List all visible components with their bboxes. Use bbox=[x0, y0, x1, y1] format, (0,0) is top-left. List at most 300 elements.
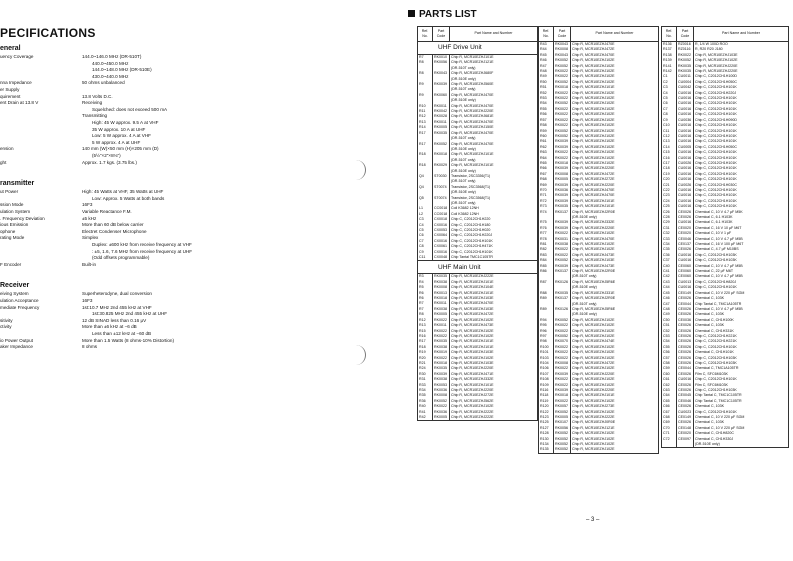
part-name-cell: (DR-510E only) bbox=[450, 98, 538, 103]
part-name-cell: R, 1/4 W 100Ω ROO bbox=[694, 42, 789, 48]
part-name-cell: Chip R, MCR10EZHJ472E bbox=[571, 172, 659, 177]
ref-no-cell: R65 bbox=[539, 161, 554, 166]
ref-no-cell: R100 bbox=[539, 345, 554, 350]
spec-value: ±5 kHz bbox=[82, 215, 97, 221]
binding-mark bbox=[355, 345, 366, 365]
column-header: Ref. No. bbox=[662, 27, 677, 42]
part-name-cell: Chip R, MCR10EZHJ102E bbox=[571, 399, 659, 404]
spec-value: More than ±6 kHz at −6 dB bbox=[82, 324, 137, 330]
page-number: – 3 – bbox=[586, 517, 600, 523]
part-code-cell: RK0022 bbox=[554, 156, 571, 161]
part-name-cell: Chip R, MCR10EZHJ102E bbox=[571, 139, 659, 144]
part-code-cell: RK0052 bbox=[554, 129, 571, 134]
part-name-cell: Chip R, MCR10EZHJ102E bbox=[694, 58, 789, 63]
spec-value: 1st:10.7 MHz 2nd 455 kHz at VHF bbox=[82, 304, 152, 310]
ref-no-cell: R142 bbox=[662, 69, 677, 74]
ref-no-cell: C62 bbox=[662, 383, 677, 388]
spec-row bbox=[0, 160, 137, 166]
spec-row bbox=[0, 54, 141, 60]
ref-no-cell: C9 bbox=[418, 250, 433, 255]
ref-no-cell: R116 bbox=[539, 388, 554, 393]
ref-no-cell: Q5 bbox=[418, 196, 433, 201]
part-code-cell: RK0039 bbox=[433, 82, 450, 87]
part-code-cell: CE0036 bbox=[677, 318, 694, 323]
ref-no-cell: R41 bbox=[418, 410, 433, 415]
part-name-cell: (DR-510E only) bbox=[450, 169, 538, 174]
part-name-cell: Chip R, MCR10EZHJ102E bbox=[571, 383, 659, 388]
part-name-cell: Chemical C, 10 V 4.7 μF M5B bbox=[694, 274, 789, 279]
part-code-cell: RK0107 bbox=[554, 420, 571, 425]
part-name-cell: R, R20 R20 J180 bbox=[694, 47, 789, 52]
ref-no-cell: C47 bbox=[662, 302, 677, 307]
part-code-cell: CX0016 bbox=[433, 250, 450, 255]
part-code-cell: RK0126 bbox=[554, 280, 571, 285]
ref-no-cell: C3 bbox=[662, 85, 677, 90]
part-name-cell: Chemical C, 22 μF M6T bbox=[694, 269, 789, 274]
part-code-cell: RK0022 bbox=[554, 366, 571, 371]
part-code-cell: RK0005 bbox=[433, 312, 450, 317]
spec-label: eiving System bbox=[0, 291, 29, 297]
ref-no-cell: R31 bbox=[418, 377, 433, 382]
part-code-cell: RK0039 bbox=[554, 166, 571, 171]
part-code-cell: CE0026 bbox=[677, 210, 694, 215]
part-name-cell: Chip R, MCR10EZHJ102E bbox=[571, 345, 659, 350]
part-code-cell: CU0016 bbox=[677, 91, 694, 96]
part-name-cell: Chip R, MCR10EZHJ103E bbox=[694, 53, 789, 58]
ref-no-cell: R68 bbox=[539, 177, 554, 182]
ref-no-cell: C68 bbox=[662, 415, 677, 420]
part-name-cell: Chip R, MCR10EZHJ470E bbox=[571, 42, 659, 48]
spec-value: Simplex bbox=[82, 235, 99, 241]
ref-no-cell: C71 bbox=[662, 431, 677, 436]
part-name-cell: Chip R, MCR10EZHJ220E bbox=[450, 388, 538, 393]
part-code-cell: RK0013 bbox=[433, 291, 450, 296]
part-code-cell: RK0005 bbox=[554, 415, 571, 420]
ref-no-cell: R128 bbox=[539, 431, 554, 436]
part-name-cell: Chemical C, 103K bbox=[694, 420, 789, 425]
ref-no-cell: R20 bbox=[418, 356, 433, 361]
part-name-cell: Chip C, C2012CH1H101K bbox=[694, 134, 789, 139]
ref-no-cell: C35 bbox=[662, 247, 677, 252]
part-code-cell: RK0011 bbox=[433, 104, 450, 109]
part-code-cell: CE0044 bbox=[677, 366, 694, 371]
ref-no-cell: R103 bbox=[539, 356, 554, 361]
column-header: Ref. No. bbox=[539, 27, 554, 42]
parts-table-header bbox=[539, 27, 659, 42]
part-code-cell: RK0052 bbox=[677, 58, 694, 63]
part-code-cell: CE0026 bbox=[677, 345, 694, 350]
part-name-cell: Chip R, MCR10EZHJ101E bbox=[571, 199, 659, 204]
part-code-cell: CU0004 bbox=[677, 80, 694, 85]
part-name-cell: Chip R, MCR10EZHJ102E bbox=[571, 64, 659, 69]
ref-no-cell: C4 bbox=[662, 91, 677, 96]
part-name-cell: Chemical C, 10 V 220 μF SGM bbox=[694, 415, 789, 420]
ref-no-cell: R84 bbox=[539, 258, 554, 263]
ref-no-cell: R125 bbox=[539, 420, 554, 425]
spec-label: ctivity bbox=[0, 324, 12, 330]
ref-no-cell: R81 bbox=[539, 242, 554, 247]
part-name-cell: Chip R, MCR10EZHJ102E bbox=[571, 150, 659, 155]
spec-label: ulation System bbox=[0, 209, 31, 214]
part-code-cell: CU0016 bbox=[677, 129, 694, 134]
ref-no-cell: R12 bbox=[418, 114, 433, 119]
part-code-cell: CU0016 bbox=[677, 258, 694, 263]
part-code-cell: RK0035 bbox=[554, 204, 571, 209]
part-name-cell: Chip R, MCR10EZHJ102E bbox=[571, 366, 659, 371]
ref-no-cell: C57 bbox=[662, 356, 677, 361]
ref-no-cell: C32 bbox=[662, 231, 677, 236]
spec-value: (5½"×2"×8⅛") bbox=[92, 153, 121, 158]
ref-no-cell: C31 bbox=[662, 226, 677, 231]
ref-no-cell: C58 bbox=[662, 361, 677, 366]
part-name-cell: Chip C, C2012CH1H101K bbox=[694, 161, 789, 166]
part-name-cell: Chip C, C2012CH1H103K bbox=[694, 356, 789, 361]
part-name-cell: Chip R, MCR10EZHJ470E bbox=[450, 142, 538, 147]
part-name-cell: Chip C, C2012CH1H101K bbox=[694, 96, 789, 101]
spec-value: Duplex: ±600 kHz from receive frequency at VHF bbox=[92, 242, 192, 247]
part-name-cell: Chip R, MCR10EZHJ273E bbox=[571, 404, 659, 409]
ref-no-cell: R135 bbox=[539, 447, 554, 453]
part-code-cell: RK0028 bbox=[433, 114, 450, 119]
spec-row bbox=[0, 133, 151, 139]
spec-label: mediate Frequency bbox=[0, 304, 40, 310]
part-name-cell: Chip R, MCR10EZHJ0R0E bbox=[571, 420, 659, 425]
ref-no-cell: R9 bbox=[418, 93, 433, 98]
ref-no-cell: R19 bbox=[418, 350, 433, 355]
spec-value: 13.8 Volts D.C. bbox=[82, 93, 113, 99]
part-name-cell: Chip R, MCR10EZHJ220E bbox=[450, 366, 538, 371]
ref-no-cell: C37 bbox=[662, 258, 677, 263]
spec-label: ut Power bbox=[0, 189, 19, 195]
ref-no-cell: C19 bbox=[662, 172, 677, 177]
spec-row bbox=[0, 242, 192, 248]
parts-table-header bbox=[418, 27, 538, 42]
ref-no-cell: R118 bbox=[539, 393, 554, 398]
part-name-cell: Chip C, C2012CH1H101K bbox=[694, 112, 789, 117]
ref-no-cell: C23 bbox=[662, 193, 677, 198]
ref-no-cell: R8 bbox=[418, 60, 433, 65]
part-code-cell: RK0005 bbox=[554, 177, 571, 182]
ref-no-cell: C6 bbox=[662, 101, 677, 106]
part-name-cell: Chip R, MCR10EZHJ102E bbox=[571, 123, 659, 128]
part-name-cell: (DR-510T only) bbox=[450, 179, 538, 184]
part-name-cell: Chemical C, 4.7 μF M10BS bbox=[694, 247, 789, 252]
parts-table-col2 bbox=[538, 26, 659, 454]
ref-no-cell: R30 bbox=[418, 372, 433, 377]
part-code-cell: RK0052 bbox=[554, 334, 571, 339]
table-row bbox=[418, 415, 538, 421]
part-code-cell: RK0039 bbox=[554, 183, 571, 188]
part-name-cell: Chemical C, 103K bbox=[694, 404, 789, 409]
ref-no-cell: C8 bbox=[418, 244, 433, 249]
part-code-cell: CU0016 bbox=[677, 377, 694, 382]
spec-label: ulation Acceptance bbox=[0, 298, 39, 303]
part-name-cell: Chip C, C2012CH1H101K bbox=[694, 188, 789, 193]
ref-no-cell: R5 bbox=[418, 285, 433, 290]
part-name-cell: Chip R, MCR10EZHJ220E bbox=[694, 64, 789, 69]
part-code-cell: RK0022 bbox=[554, 247, 571, 252]
part-code-cell: RK0052 bbox=[433, 399, 450, 404]
part-code-cell: CU0016 bbox=[677, 193, 694, 198]
part-code-cell: CU0016 bbox=[677, 199, 694, 204]
part-code-cell: RZ0116 bbox=[677, 47, 694, 52]
part-code-cell: RK0022 bbox=[554, 74, 571, 79]
part-code-cell: RK0052 bbox=[554, 258, 571, 263]
spec-row bbox=[0, 67, 152, 73]
column-header: Part Code bbox=[554, 27, 571, 42]
spec-row bbox=[0, 318, 146, 324]
ref-no-cell: R74 bbox=[539, 210, 554, 215]
spec-value: Variable Reactance F.M. bbox=[82, 209, 132, 214]
spec-label: io Power Output bbox=[0, 337, 33, 343]
part-code-cell: RK0036 bbox=[433, 388, 450, 393]
part-name-cell: Chemical C, CH1H101K bbox=[694, 350, 789, 355]
part-code-cell: CU0016 bbox=[677, 112, 694, 117]
part-name-cell: Chip R, MCR10EZHJ473E bbox=[450, 323, 538, 328]
spec-label: ent Drain at 13.8 V bbox=[0, 100, 39, 106]
part-name-cell: (DR-510E only) bbox=[571, 312, 659, 317]
part-name-cell: Chip R, MCR10EZHJ101E bbox=[571, 204, 659, 209]
spec-value: Low: 5 W approx. 4 A at VHF bbox=[92, 133, 151, 139]
ref-no-cell: R106 bbox=[539, 366, 554, 371]
part-code-cell: CE0026 bbox=[677, 388, 694, 393]
part-name-cell: Chip R, MCR10EZHJ474E bbox=[571, 339, 659, 344]
part-name-cell: Chip R, MCR10EZHJ102E bbox=[450, 356, 538, 361]
spec-row bbox=[0, 120, 158, 126]
part-code-cell: RK0018 bbox=[554, 393, 571, 398]
part-code-cell: CE0026 bbox=[677, 361, 694, 366]
spec-value: Built-in bbox=[82, 261, 97, 267]
ref-no-cell: R3 bbox=[418, 274, 433, 280]
ref-no-cell: R77 bbox=[539, 231, 554, 236]
part-name-cell: Chip C, C2012CH1H101K bbox=[450, 250, 538, 255]
part-code-cell: CE0020 bbox=[677, 226, 694, 231]
part-code-cell: RK0022 bbox=[554, 91, 571, 96]
spec-label: ght bbox=[0, 159, 7, 165]
ref-no-cell: C56 bbox=[662, 350, 677, 355]
part-name-cell: (DR-510E only) bbox=[694, 442, 789, 448]
ref-no-cell: R46 bbox=[539, 58, 554, 63]
spec-row bbox=[0, 338, 174, 344]
part-name-cell: Chip R, MCR10EZHJ220E bbox=[571, 226, 659, 231]
ref-no-cell: R139 bbox=[662, 58, 677, 63]
part-name-cell: Chemical C, 16 V 10 μF M6T bbox=[694, 226, 789, 231]
spec-value: 50 ohms unbalanced bbox=[82, 80, 125, 86]
spec-value: 140 mm (W)×50 mm (H)×205 mm (D) bbox=[82, 146, 159, 152]
spec-value: Less than ±12 kHz at −60 dB bbox=[92, 331, 152, 336]
ref-no-cell: C45 bbox=[662, 291, 677, 296]
part-name-cell: Chip R, MCR10EZHJ102E bbox=[571, 410, 659, 415]
part-code-cell: RK0022 bbox=[554, 118, 571, 123]
part-code-cell: CX0016 bbox=[433, 239, 450, 244]
ref-no-cell: C7 bbox=[418, 239, 433, 244]
part-code-cell: RK0053 bbox=[433, 383, 450, 388]
part-code-cell: CU0036 bbox=[677, 118, 694, 123]
part-code-cell: CU0016 bbox=[677, 150, 694, 155]
part-name-cell: Chemical C, CH1H820C bbox=[694, 431, 789, 436]
part-code-cell: RK0022 bbox=[554, 383, 571, 388]
part-code-cell: CC0018 bbox=[433, 206, 450, 211]
part-name-cell: Chip C, C2012CH1H101K bbox=[694, 193, 789, 198]
part-name-cell: Chip R, MCR10EZHJ470E bbox=[571, 237, 659, 242]
spec-row bbox=[0, 249, 192, 255]
column-header: Part Code bbox=[433, 27, 450, 42]
ref-no-cell: C1 bbox=[662, 74, 677, 79]
ref-no-cell: R21 bbox=[418, 361, 433, 366]
part-name-cell: (DR-510T only) bbox=[571, 302, 659, 307]
spec-section-heading: ransmitter bbox=[0, 180, 35, 188]
part-name-cell: (DR-510E only) bbox=[571, 215, 659, 220]
ref-no-cell: C36 bbox=[662, 253, 677, 258]
part-name-cell: Chemical C, 10 V 4.7 μF M5B bbox=[694, 237, 789, 242]
spec-row bbox=[0, 229, 147, 235]
part-code-cell: RK0052 bbox=[554, 80, 571, 85]
part-code-cell: CE0020 bbox=[677, 431, 694, 436]
part-name-cell: Chip R, MCR10EZHJ220E bbox=[571, 166, 659, 171]
spec-row bbox=[0, 344, 97, 350]
part-code-cell: CE0045 bbox=[677, 393, 694, 398]
part-code-cell: CC0018 bbox=[433, 212, 450, 217]
part-code-cell: RK0052 bbox=[554, 410, 571, 415]
ref-no-cell: R8 bbox=[418, 312, 433, 317]
part-name-cell: Chip R, MCR10EZHJ103E bbox=[450, 350, 538, 355]
table-row bbox=[539, 447, 659, 453]
part-code-cell: CX0061 bbox=[433, 244, 450, 249]
part-name-cell: Chip C, C2012CH1H221K bbox=[694, 334, 789, 339]
part-name-cell: Chip C, C2012CH1H103K bbox=[694, 388, 789, 393]
ref-no-cell: C59 bbox=[662, 366, 677, 371]
spec-value: High: 45 Watts at VHF, 35 Watts at UHF bbox=[82, 189, 164, 195]
part-code-cell: RK0137 bbox=[554, 296, 571, 301]
square-bullet-icon bbox=[408, 10, 415, 17]
part-code-cell: RZ0016 bbox=[677, 42, 694, 48]
part-name-cell: (DR-510T only) bbox=[450, 136, 538, 141]
ref-no-cell: R49 bbox=[539, 74, 554, 79]
part-code-cell: RK0039 bbox=[554, 264, 571, 269]
part-name-cell: (DR-510T only) bbox=[450, 201, 538, 206]
part-name-cell: Chip R, MCR10EZHJ102E bbox=[571, 356, 659, 361]
part-name-cell: Chip R, MCR10EZHJ470E bbox=[450, 104, 538, 109]
part-name-cell: Chip R, MCR10EZHJ470E bbox=[450, 120, 538, 125]
ref-no-cell: R88 bbox=[539, 291, 554, 296]
spec-row bbox=[0, 255, 149, 261]
part-code-cell: RK0039 bbox=[554, 388, 571, 393]
ref-no-cell: C64 bbox=[662, 393, 677, 398]
part-code-cell: CE0026 bbox=[677, 312, 694, 317]
part-code-cell: RK0022 bbox=[677, 53, 694, 58]
part-code-cell: RK0031 bbox=[554, 237, 571, 242]
part-name-cell: Chip R, MCR10EZHJ272E bbox=[450, 393, 538, 398]
ref-no-cell: R7 bbox=[418, 301, 433, 306]
ref-no-cell: R10 bbox=[418, 104, 433, 109]
ref-no-cell: R6 bbox=[418, 296, 433, 301]
part-name-cell: Chip R, MCR10EZHJ103E bbox=[450, 296, 538, 301]
part-code-cell: RK0008 bbox=[554, 172, 571, 177]
ref-no-cell: C46 bbox=[662, 296, 677, 301]
part-code-cell: RK0043 bbox=[554, 42, 571, 48]
spec-row bbox=[0, 196, 164, 202]
part-name-cell: Chip R, MCR10EZHJ680F bbox=[450, 71, 538, 76]
part-code-cell: ST0074 bbox=[433, 185, 450, 190]
part-name-cell: Chemical C, 103K bbox=[694, 312, 789, 317]
part-name-cell: (DR-510T only) bbox=[450, 66, 538, 71]
ref-no-cell: R123 bbox=[539, 415, 554, 420]
part-name-cell: (DR-510T only) bbox=[450, 158, 538, 163]
part-name-cell: Chip R, MCR10EZHJ5R6E bbox=[571, 280, 659, 285]
part-name-cell: Chip C, C2012CH1H820J bbox=[694, 280, 789, 285]
part-code-cell: CU0016 bbox=[677, 204, 694, 209]
spec-row bbox=[0, 127, 145, 133]
ref-no-cell: R64 bbox=[539, 156, 554, 161]
part-name-cell: Chip R, MCR10EZHJ102E bbox=[571, 91, 659, 96]
part-name-cell: Chip R, MCR10EZHJ332E bbox=[571, 220, 659, 225]
part-name-cell: Chip R, MCR10EZHJ101E bbox=[450, 291, 538, 296]
ref-no-cell: R14 bbox=[418, 125, 433, 130]
part-name-cell: Chip R, MCR10EZHJ101E bbox=[450, 383, 538, 388]
part-name-cell: Chip R, MCR10EZHJ102E bbox=[571, 134, 659, 139]
part-code-cell: CU0016 bbox=[677, 134, 694, 139]
part-name-cell: Chip R, MCR10EZHJ470E bbox=[571, 193, 659, 198]
part-name-cell: Chip C, C2012CH1H220J bbox=[694, 91, 789, 96]
ref-no-cell: R35 bbox=[418, 393, 433, 398]
part-code-cell: RK0052 bbox=[554, 58, 571, 63]
parts-table-subheading bbox=[418, 261, 538, 274]
spec-row bbox=[0, 146, 159, 152]
spec-value: 35 W approx. 10 A at UHF bbox=[92, 126, 146, 132]
part-name-cell: Chip R, MCR10EZHJ101E bbox=[450, 339, 538, 344]
part-code-cell: RK0035 bbox=[677, 69, 694, 74]
part-code-cell: CE0046 bbox=[677, 399, 694, 404]
ref-no-cell: C63 bbox=[662, 388, 677, 393]
ref-no-cell: C52 bbox=[662, 329, 677, 334]
part-name-cell: Chemical C, 6.1 H103K bbox=[694, 220, 789, 225]
part-name-cell: Chip C, C2012CH1H220 bbox=[450, 217, 538, 222]
part-code-cell: RK0005 bbox=[433, 125, 450, 130]
spec-row bbox=[0, 209, 132, 215]
part-code-cell: RK0022 bbox=[554, 345, 571, 350]
part-name-cell: Transistor, 2SC3568(T1) bbox=[450, 185, 538, 190]
part-code-cell: RK0039 bbox=[433, 372, 450, 377]
part-code-cell: CU0016 bbox=[677, 220, 694, 225]
part-name-cell: Chip R, MCR10EZHJ102E bbox=[571, 431, 659, 436]
part-code-cell: RK0022 bbox=[433, 329, 450, 334]
ref-no-cell: C2 bbox=[662, 80, 677, 85]
part-name-cell: Chip C, C2012CH1H103K bbox=[694, 258, 789, 263]
ref-no-cell: C3 bbox=[418, 217, 433, 222]
ref-no-cell: R63 bbox=[539, 150, 554, 155]
ref-no-cell: Q4 bbox=[418, 174, 433, 179]
ref-no-cell: C70 bbox=[662, 426, 677, 431]
spec-value: : ±5, 1.6, 7.6 MHz from receive frequency at UHF bbox=[92, 248, 193, 254]
spec-section-heading: eneral bbox=[0, 45, 21, 52]
part-code-cell: RK0035 bbox=[433, 366, 450, 371]
part-code-cell: RK0018 bbox=[554, 161, 571, 166]
spec-value: (Odd offsets programmable) bbox=[92, 255, 150, 261]
part-code-cell: RK0039 bbox=[554, 193, 571, 198]
ref-no-cell: R98 bbox=[539, 339, 554, 344]
part-name-cell: Chemical C, 103K bbox=[694, 296, 789, 301]
part-code-cell: RK0022 bbox=[554, 231, 571, 236]
ref-no-cell: C5 bbox=[418, 228, 433, 233]
part-name-cell: Chip R, MCR10EZHJ101E bbox=[450, 345, 538, 350]
part-code-cell: RK0011 bbox=[433, 301, 450, 306]
part-name-cell: Chip R, MCR10EZHJ101E bbox=[571, 393, 659, 398]
ref-no-cell: R136 bbox=[662, 42, 677, 48]
spec-row bbox=[0, 80, 125, 86]
part-code-cell: RK0022 bbox=[554, 399, 571, 404]
part-code-cell: CX0053 bbox=[433, 228, 450, 233]
part-name-cell: Chip R, MCR10EZHJ102E bbox=[571, 318, 659, 323]
